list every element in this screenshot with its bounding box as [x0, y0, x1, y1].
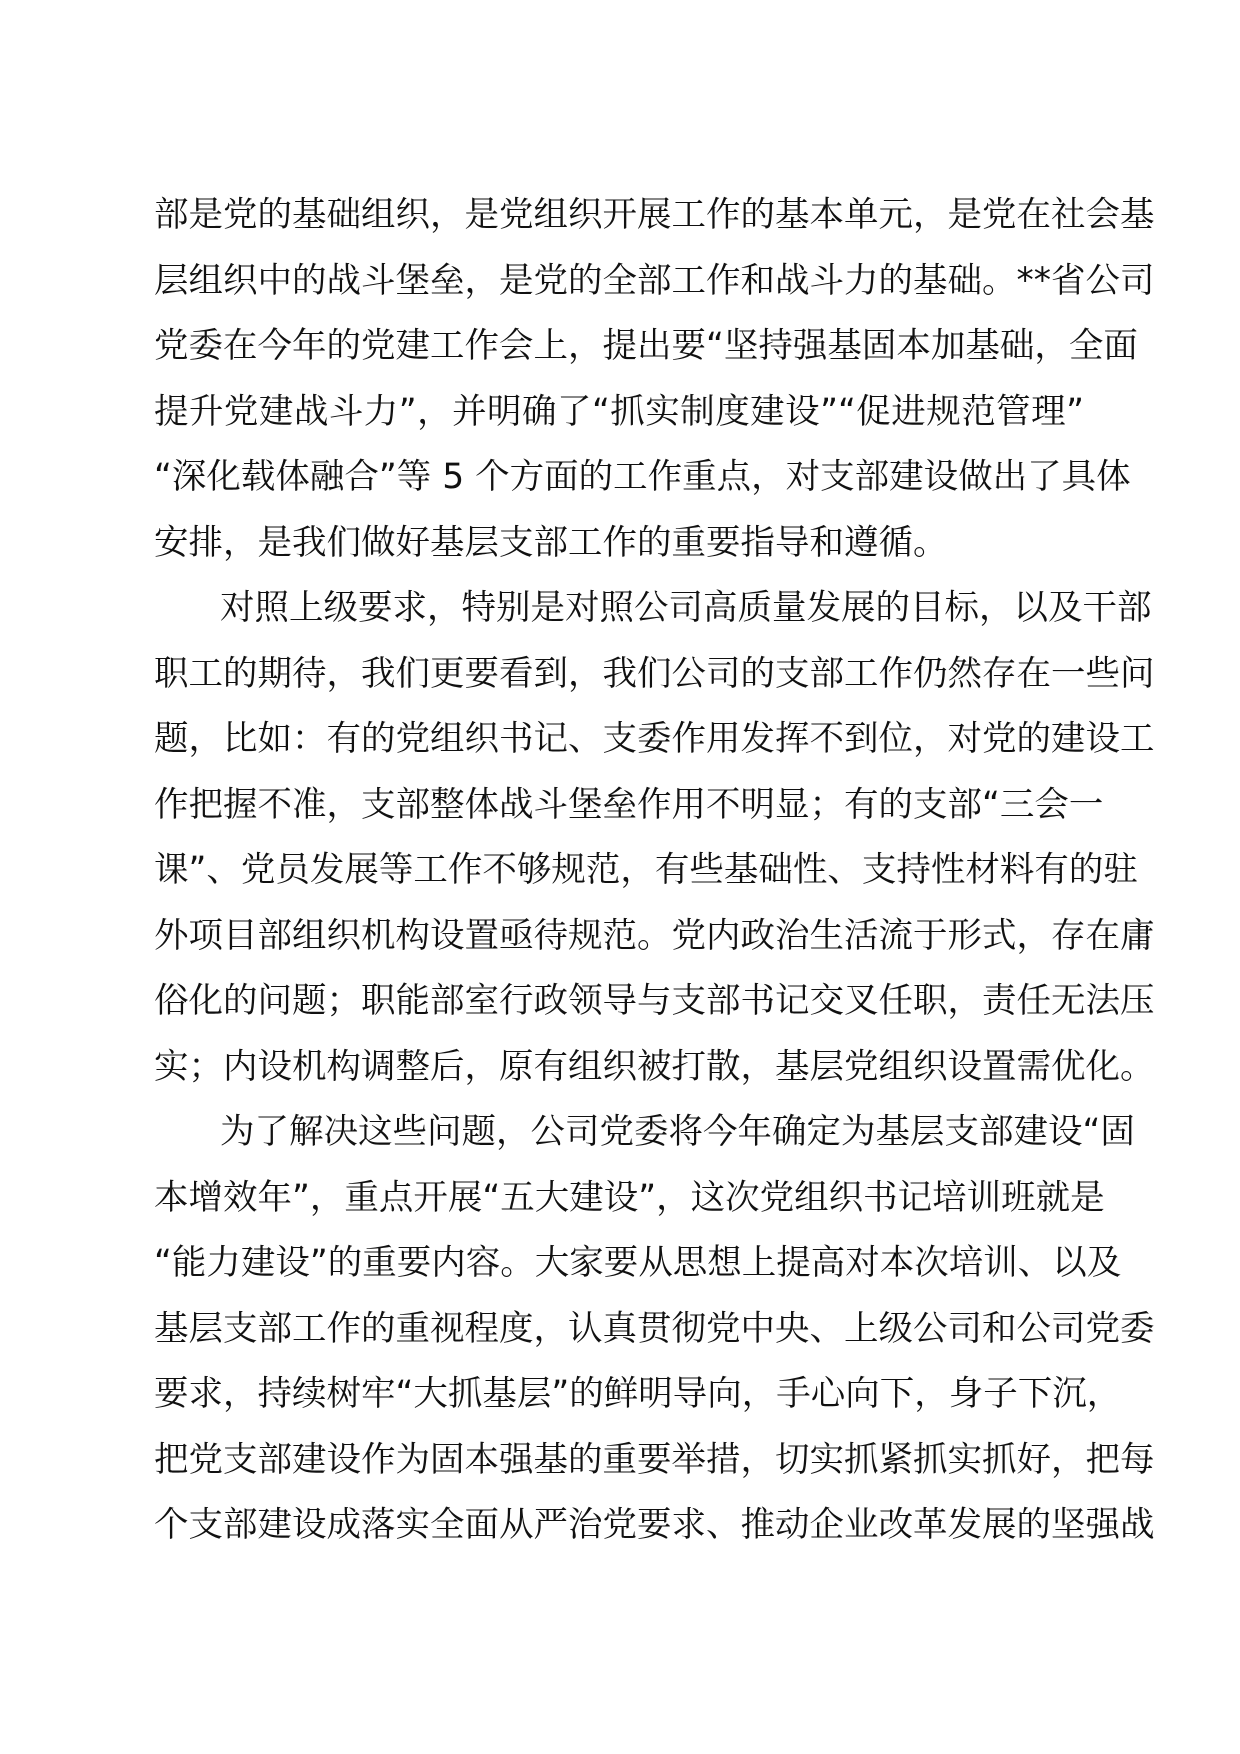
text-line: 安排，是我们做好基层支部工作的重要指导和遵循。: [154, 522, 948, 563]
text-line: 层组织中的战斗堡垒，是党的全部工作和战斗力的基础。**省公司: [154, 260, 1155, 301]
text-line: 外项目部组织机构设置亟待规范。党内政治生活流于形式，存在庸: [154, 915, 1155, 956]
text-line: 本增效年”，重点开展“五大建设”，这次党组织书记培训班就是: [154, 1177, 1105, 1218]
text-line: 部是党的基础组织，是党组织开展工作的基本单元，是党在社会基: [154, 195, 1155, 235]
text-line: 党委在今年的党建工作会上，提出要“坚持强基固本加基础，全面: [154, 326, 1138, 366]
text-line: 为了解决这些问题，公司党委将今年确定为基层支部建设“固: [220, 1112, 1135, 1152]
body-text: [154, 183, 1155, 1559]
text-line: 作把握不准，支部整体战斗堡垒作用不明显；有的支部“三会一: [154, 784, 1104, 825]
text-line: 要求，持续树牢“大抓基层”的鲜明导向，手心向下，身子下沉，: [154, 1374, 1122, 1414]
text-line: 把党支部建设作为固本强基的重要举措，切实抓紧抓实抓好，把每: [154, 1439, 1155, 1480]
text-line: “深化载体融合”等 5 个方面的工作重点，对支部建设做出了具体: [154, 457, 1131, 497]
text-line: 个支部建设成落实全面从严治党要求、推动企业改革发展的坚强战: [154, 1505, 1155, 1545]
text-line: 职工的期待，我们更要看到，我们公司的支部工作仍然存在一些问: [154, 653, 1155, 694]
text-line: 课”、党员发展等工作不够规范，有些基础性、支持性材料有的驻: [154, 850, 1138, 890]
text-line: “能力建设”的重要内容。大家要从思想上提高对本次培训、以及: [154, 1243, 1122, 1283]
text-line: 提升党建战斗力”，并明确了“抓实制度建设”“促进规范管理”: [154, 391, 1084, 432]
text-line: 基层支部工作的重视程度，认真贯彻党中央、上级公司和公司党委: [154, 1308, 1155, 1349]
text-line: 对照上级要求，特别是对照公司高质量发展的目标，以及干部: [220, 588, 1152, 628]
text-line: 俗化的问题；职能部室行政领导与支部书记交叉任职，责任无法压: [154, 981, 1155, 1021]
text-line: 实；内设机构调整后，原有组织被打散，基层党组织设置需优化。: [154, 1046, 1155, 1087]
text-line: 题，比如：有的党组织书记、支委作用发挥不到位，对党的建设工: [154, 719, 1155, 759]
